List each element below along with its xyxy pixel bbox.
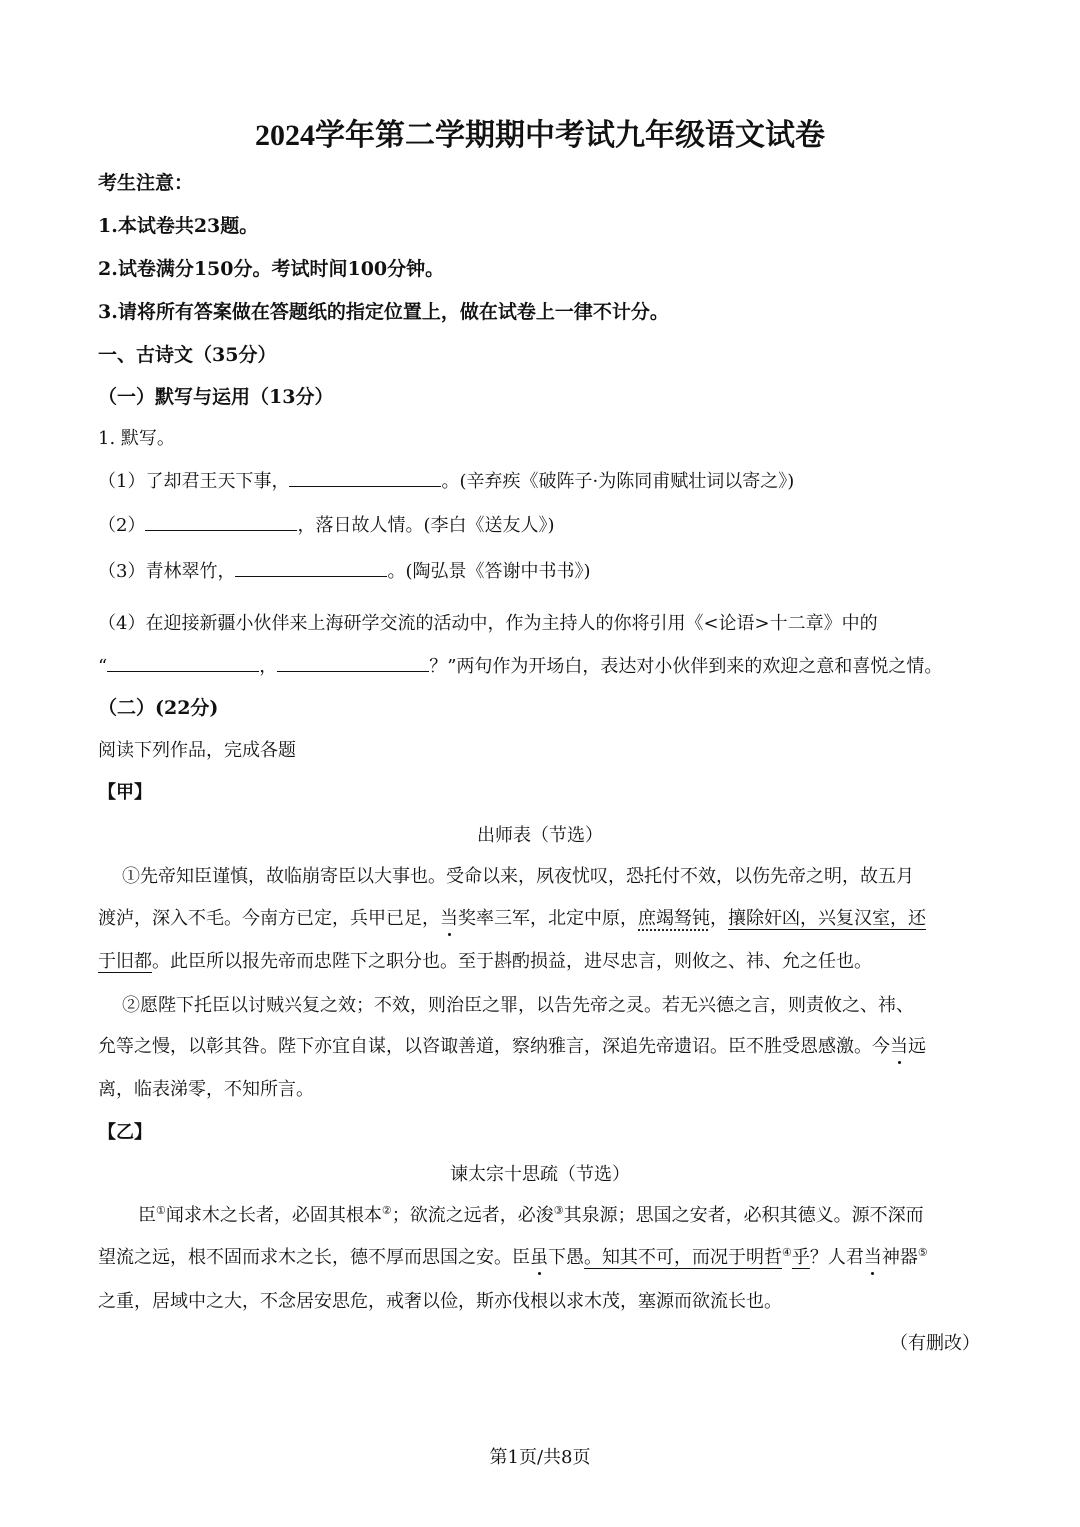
text-run: 下愚	[548, 1247, 584, 1268]
emphasis-word: 当	[863, 1247, 882, 1268]
yi-line: 之重，居域中之大，不念居安思危，戒奢以俭，斯亦伐根以求木茂，塞源而欲流长也。	[98, 1291, 782, 1312]
jia-line	[98, 904, 926, 930]
text-run: 。此臣所以报先帝而忠陛下之职分也。至于斟酌损益，进尽忠言，则攸之、祎、允之任也。	[152, 951, 872, 972]
open-quote: “	[98, 656, 108, 677]
text-run: 闻求木之长者，必固其根本	[165, 1205, 382, 1226]
jia-line: ①先帝知臣谨慎，故临崩寄臣以大事也。受命以来，夙夜忧叹，恐托付不效，以伤先帝之明，故五月	[122, 866, 914, 887]
answer-blank[interactable]	[235, 558, 387, 577]
question-1-item-1	[98, 467, 794, 493]
text-run: 神器	[881, 1247, 918, 1268]
underlined-sentence: 。知其不可，而况于明哲	[584, 1247, 782, 1268]
underlined-sentence: 乎	[791, 1247, 810, 1268]
footnote-marker: ④	[782, 1246, 792, 1259]
footnote-marker: ③	[553, 1204, 564, 1217]
text-run: 远	[908, 1036, 926, 1057]
text-run: ？人君	[809, 1247, 864, 1268]
text-run: 其泉源；思国之安者，必积其德义。源不深而	[563, 1205, 924, 1226]
question-1-item-3	[98, 557, 591, 583]
notice-item-3: 3.请将所有答案做在答题纸的指定位置上，做在试卷上一律不计分。	[98, 301, 669, 323]
jia-line	[98, 1032, 926, 1058]
emphasis-word: 当	[890, 1036, 908, 1057]
answer-blank[interactable]	[107, 653, 259, 672]
question-1-item-2	[98, 511, 555, 537]
section-heading: 一、古诗文（35分）	[98, 344, 277, 366]
text-run: 望流之远，根不固而求木之长，德不厚而思国之安。臣	[98, 1247, 530, 1268]
text-run: 允等之慢，以彰其咎。陛下亦宜自谋，以咨诹善道，察纳雅言，深追先帝遗诏。臣不胜受恩感激。今	[98, 1036, 890, 1057]
page-title: 2024学年第二学期期中考试九年级语文试卷	[255, 119, 825, 152]
answer-blank[interactable]	[145, 512, 297, 531]
page-footer: 第1页/共8页	[489, 1447, 591, 1468]
answer-blank[interactable]	[277, 653, 429, 672]
item-4-tail: ？”两句作为开场白，表达对小伙伴到来的欢迎之意和喜悦之情。	[429, 656, 943, 677]
item-3-source: 。(陶弘景《答谢中书书》)	[387, 561, 591, 582]
text-run: ；欲流之远者，必浚	[391, 1205, 554, 1226]
notice-heading: 考生注意：	[98, 172, 194, 194]
footnote-marker: ⑤	[917, 1246, 928, 1259]
notice-item-2: 2.试卷满分150分。考试时间100分钟。	[98, 258, 445, 280]
passage-yi-label: 【乙】	[98, 1122, 152, 1143]
jia-line	[98, 947, 872, 973]
underlined-sentence: 攘除奸凶，兴复汉室，还	[728, 908, 926, 929]
item-2-source: ，落日故人情。(李白《送友人》)	[297, 515, 555, 536]
item-3-text: （3）青林翠竹，	[98, 561, 236, 582]
yi-line	[98, 1243, 928, 1269]
passage-yi-title: 谏太宗十思疏（节选）	[450, 1164, 630, 1185]
comma: ，	[259, 656, 278, 677]
subsection-heading-2: （二）(22分)	[98, 697, 219, 719]
answer-blank[interactable]	[289, 468, 441, 487]
emphasis-word: 虽	[530, 1247, 548, 1268]
footnote-marker: ②	[381, 1204, 392, 1217]
emphasis-word: 当	[440, 908, 458, 929]
item-1-text: （1）了却君王天下事，	[98, 471, 290, 492]
item-1-source: 。(辛弃疾《破阵子·为陈同甫赋壮词以寄之》)	[441, 471, 795, 492]
text-run: 臣	[138, 1205, 156, 1226]
jia-line: 离，临表涕零，不知所言。	[98, 1079, 314, 1100]
jia-line: ②愿陛下托臣以讨贼兴复之效；不效，则治臣之罪，以告先帝之灵。若无兴德之言，则责攸之、祎、	[122, 995, 914, 1016]
text-run: 渡泸，深入不毛。今南方已定，兵甲已足，	[98, 908, 440, 929]
subsection-heading-1: （一）默写与运用（13分）	[98, 386, 334, 408]
edit-note: （有删改）	[890, 1333, 980, 1354]
emphasis-phrase: 庶竭驽钝	[638, 908, 710, 929]
item-2-text: （2）	[98, 515, 146, 536]
text-run: 奖率三军，北定中原，	[458, 908, 638, 929]
passage-jia-title: 出师表（节选）	[477, 825, 603, 846]
underlined-sentence: 于旧都	[98, 951, 152, 972]
question-1-item-4-line-1: （4）在迎接新疆小伙伴来上海研学交流的活动中，作为主持人的你将引用《<论语>十二章》中的	[98, 613, 878, 634]
notice-item-1: 1.本试卷共23题。	[98, 215, 259, 237]
footnote-marker: ①	[156, 1204, 166, 1217]
passage-jia-label: 【甲】	[98, 782, 152, 803]
reading-instruction: 阅读下列作品，完成各题	[98, 740, 296, 761]
question-1-item-4-line-2	[98, 652, 942, 678]
text-run: ，	[710, 908, 728, 929]
question-1-label: 1. 默写。	[98, 428, 175, 449]
yi-line	[138, 1201, 924, 1227]
